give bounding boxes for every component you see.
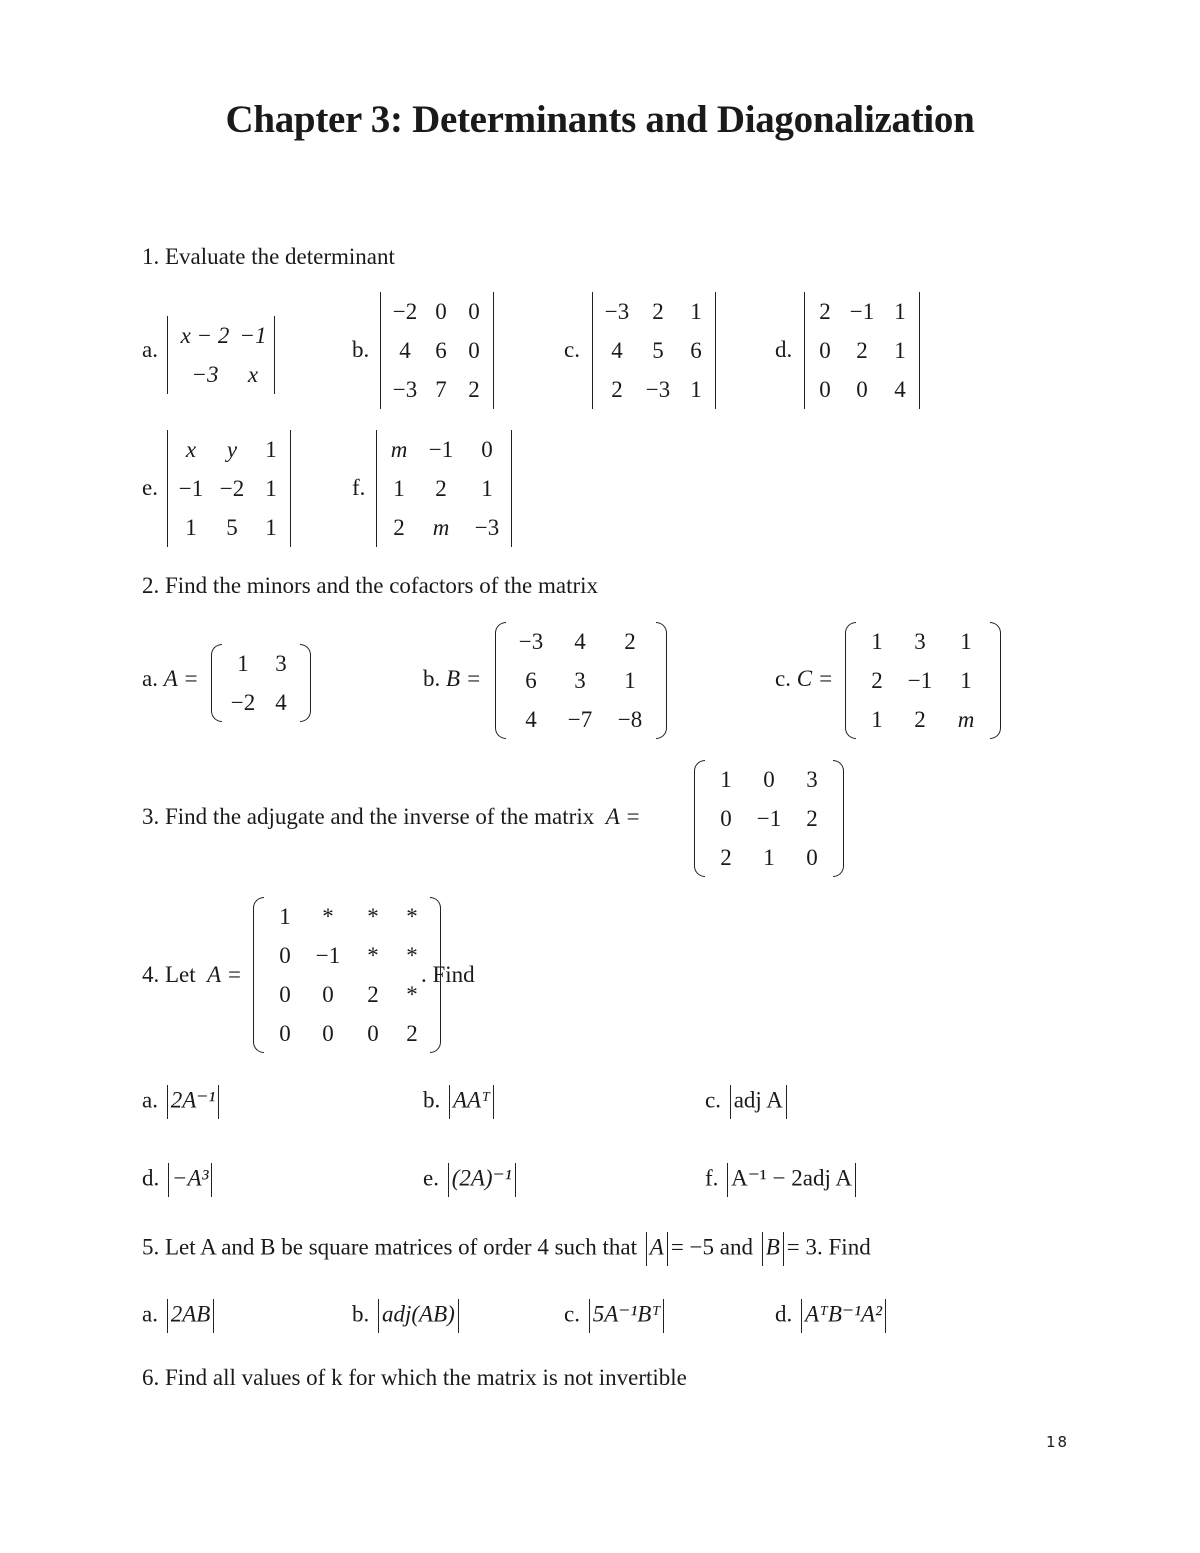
- question-5-text: 5. Let A and B be square matrices of order 4 such that: [142, 1234, 637, 1260]
- q5a-item: [142, 1299, 217, 1333]
- q5c-label: c.: [564, 1301, 580, 1327]
- q1c-cell: 6: [690, 338, 702, 363]
- q1e-cell: 1: [185, 515, 197, 540]
- q5b-item: [352, 1299, 462, 1333]
- q2a-letter: a.: [142, 666, 158, 691]
- q2a-matrix-name: A =: [163, 666, 199, 691]
- q2c-cell: 1: [960, 629, 972, 654]
- q1b-cell: 7: [435, 377, 447, 402]
- q2b-cell: −8: [617, 707, 643, 732]
- q1c-cell: 2: [611, 377, 623, 402]
- q1d-cell: −1: [849, 299, 875, 324]
- q2a-label: [142, 665, 199, 693]
- q3-matrix: [694, 760, 844, 877]
- q1c-cell: −3: [645, 377, 671, 402]
- q3-cell: −1: [756, 806, 782, 831]
- q1c-cell: 5: [652, 338, 664, 363]
- q2c-cell: 1: [871, 707, 883, 732]
- q4d-label: d.: [142, 1165, 160, 1191]
- q4-cell: 0: [322, 982, 334, 1007]
- q5c-expression: 5A⁻¹Bᵀ: [592, 1301, 661, 1327]
- q1e-cell: 5: [226, 515, 238, 540]
- q2b-matrix-name: B =: [446, 666, 482, 691]
- q3-cell: 0: [763, 767, 775, 792]
- q1a-cell: x − 2: [180, 323, 230, 348]
- q2c-cell: 1: [871, 629, 883, 654]
- q2b-cell: 4: [525, 707, 537, 732]
- q1c-label: c.: [564, 337, 580, 362]
- q2c-matrix: [845, 622, 1001, 739]
- q4c-expression: adj A: [733, 1087, 783, 1113]
- q3-cell: 2: [806, 806, 818, 831]
- q2c-cell: 3: [914, 629, 926, 654]
- q1c-cell: 2: [652, 299, 664, 324]
- question-4: [142, 961, 242, 989]
- q1d-cell: 1: [894, 299, 906, 324]
- q4f-item: [705, 1163, 859, 1197]
- q1b-cell: 2: [468, 377, 480, 402]
- q2b-cell: −7: [567, 707, 593, 732]
- q1c-cell: 4: [611, 338, 623, 363]
- q2c-cell: −1: [907, 668, 933, 693]
- q4-cell: −1: [315, 943, 341, 968]
- q1d-cell: 0: [819, 377, 831, 402]
- q3-cell: 1: [720, 767, 732, 792]
- q4-matrix: [253, 897, 441, 1053]
- q1b-determinant: [380, 292, 494, 409]
- q2b-cell: 2: [624, 629, 636, 654]
- q3-cell: 0: [720, 806, 732, 831]
- q4-cell: *: [406, 982, 418, 1007]
- q5d-expression: AᵀB⁻¹A²: [805, 1301, 882, 1327]
- q1b-cell: 0: [468, 299, 480, 324]
- q1b-cell: 4: [399, 338, 411, 363]
- q4f-expression: A⁻¹ − 2adj A: [731, 1165, 852, 1191]
- q5c-item: [564, 1299, 667, 1333]
- q1f-determinant: [376, 430, 512, 547]
- question-3: [142, 803, 641, 831]
- q2b-cell: 1: [624, 668, 636, 693]
- q1b-cell: 6: [435, 338, 447, 363]
- q2b-letter: b.: [423, 666, 441, 691]
- q1b-cell: −3: [392, 377, 418, 402]
- q2a-matrix: [211, 644, 311, 722]
- q4-cell: *: [406, 943, 418, 968]
- q4a-expression: 2A⁻¹: [170, 1087, 216, 1113]
- q3-cell: 1: [763, 845, 775, 870]
- q2c-cell: 2: [871, 668, 883, 693]
- q1d-cell: 0: [819, 338, 831, 363]
- q1e-cell: x: [185, 437, 197, 462]
- q1d-determinant: [804, 292, 920, 409]
- q4-cell: 2: [406, 1021, 418, 1046]
- q4d-expression: −A³: [172, 1165, 209, 1191]
- q4-cell: 0: [322, 1021, 334, 1046]
- q4e-item: [423, 1163, 519, 1197]
- q5-det-a: A: [649, 1234, 664, 1260]
- q2b-label: [423, 665, 481, 693]
- q3-cell: 3: [806, 767, 818, 792]
- q1f-label: f.: [352, 475, 366, 500]
- q2b-cell: 3: [574, 668, 586, 693]
- q1a-cell: −1: [239, 323, 267, 348]
- q4-cell: 0: [279, 982, 291, 1007]
- q4e-label: e.: [423, 1165, 439, 1191]
- q1b-cell: 0: [435, 299, 447, 324]
- q1a-determinant: [167, 316, 275, 394]
- q1f-cell: 1: [481, 476, 493, 501]
- q4-cell: *: [367, 943, 379, 968]
- question-1-text: 1. Evaluate the determinant: [142, 244, 395, 269]
- q5d-label: d.: [775, 1301, 793, 1327]
- q4-cell: 0: [367, 1021, 379, 1046]
- q4c-item: [705, 1085, 790, 1119]
- q5d-item: [775, 1299, 889, 1333]
- question-4-find: . Find: [421, 962, 475, 987]
- q4a-label: a.: [142, 1087, 158, 1113]
- q1e-cell: 1: [265, 476, 277, 501]
- q5a-label: a.: [142, 1301, 158, 1327]
- q5a-expression: 2AB: [170, 1301, 211, 1327]
- q1a-cell: x: [247, 362, 259, 387]
- question-5: [142, 1232, 871, 1266]
- q1e-cell: y: [226, 437, 238, 462]
- q3-cell: 2: [720, 845, 732, 870]
- q2c-cell: 2: [914, 707, 926, 732]
- q4b-item: [423, 1085, 497, 1119]
- q2a-cell: −2: [230, 690, 256, 715]
- q1d-cell: 2: [856, 338, 868, 363]
- page-title: Chapter 3: Determinants and Diagonalization: [225, 98, 975, 141]
- q1c-cell: −3: [604, 299, 630, 324]
- question-2-text: 2. Find the minors and the cofactors of the matrix: [142, 573, 599, 598]
- q1f-cell: 2: [435, 476, 447, 501]
- q1d-cell: 1: [894, 338, 906, 363]
- q4-matrix-name: A =: [207, 962, 243, 987]
- q4-cell: *: [406, 904, 418, 929]
- q1f-cell: 0: [481, 437, 493, 462]
- q5-and: and: [719, 1234, 753, 1260]
- q1c-determinant: [592, 292, 716, 409]
- q1e-label: e.: [142, 475, 158, 500]
- q5-det-a-value: = −5: [670, 1234, 715, 1260]
- q2b-cell: −3: [518, 629, 544, 654]
- q5b-label: b.: [352, 1301, 370, 1327]
- q1e-cell: 1: [265, 515, 277, 540]
- q2a-cell: 4: [275, 690, 287, 715]
- q4-cell: *: [367, 904, 379, 929]
- q3-cell: 0: [806, 845, 818, 870]
- page-number: 18: [1046, 1433, 1070, 1451]
- q4e-expression: (2A)⁻¹: [451, 1165, 512, 1191]
- q4d-item: [142, 1163, 215, 1197]
- q4c-label: c.: [705, 1087, 721, 1113]
- q2c-cell: 1: [960, 668, 972, 693]
- q1d-cell: 4: [894, 377, 906, 402]
- q3-matrix-name: A =: [605, 804, 641, 829]
- q2c-letter: c.: [775, 666, 791, 691]
- q1e-cell: 1: [265, 437, 277, 462]
- q1e-cell: −1: [178, 476, 204, 501]
- q4-cell: *: [322, 904, 334, 929]
- q1b-label: b.: [352, 337, 370, 362]
- q5-det-b-value: = 3. Find: [786, 1234, 871, 1260]
- q4-cell: 2: [367, 982, 379, 1007]
- q2a-cell: 3: [275, 651, 287, 676]
- q1a-label: a.: [142, 337, 158, 362]
- q4-cell: 0: [279, 1021, 291, 1046]
- question-4-text: 4. Let: [142, 962, 196, 987]
- q1f-cell: −1: [428, 437, 454, 462]
- q4-cell: 1: [279, 904, 291, 929]
- q4-cell: 0: [279, 943, 291, 968]
- q1d-cell: 2: [819, 299, 831, 324]
- q2b-cell: 6: [525, 668, 537, 693]
- q1d-label: d.: [775, 337, 793, 362]
- q2c-matrix-name: C =: [796, 666, 834, 691]
- q1d-cell: 0: [856, 377, 868, 402]
- q1b-cell: 0: [468, 338, 480, 363]
- question-3-text: 3. Find the adjugate and the inverse of the matrix: [142, 804, 595, 829]
- q2b-matrix: [495, 622, 667, 739]
- q1e-determinant: [167, 430, 291, 547]
- q1f-cell: m: [432, 515, 450, 540]
- q1c-cell: 1: [690, 299, 702, 324]
- q1f-cell: m: [390, 437, 408, 462]
- q4a-item: [142, 1085, 222, 1119]
- q1f-cell: 2: [393, 515, 405, 540]
- q5-det-b: B: [765, 1234, 780, 1260]
- q1c-cell: 1: [690, 377, 702, 402]
- q5b-expression: adj(AB): [382, 1301, 455, 1327]
- q2a-cell: 1: [237, 651, 249, 676]
- q2c-cell: m: [957, 707, 975, 732]
- q4f-label: f.: [705, 1165, 719, 1191]
- q1f-cell: 1: [393, 476, 405, 501]
- q2c-label: [775, 665, 833, 693]
- q4b-expression: AAᵀ: [453, 1087, 490, 1113]
- q1b-cell: −2: [392, 299, 418, 324]
- q1e-cell: −2: [219, 476, 245, 501]
- q1f-cell: −3: [474, 515, 500, 540]
- q4b-label: b.: [423, 1087, 441, 1113]
- question-6-text: 6. Find all values of k for which the matrix is not invertible: [142, 1365, 687, 1390]
- q1a-cell: −3: [191, 362, 219, 387]
- q2b-cell: 4: [574, 629, 586, 654]
